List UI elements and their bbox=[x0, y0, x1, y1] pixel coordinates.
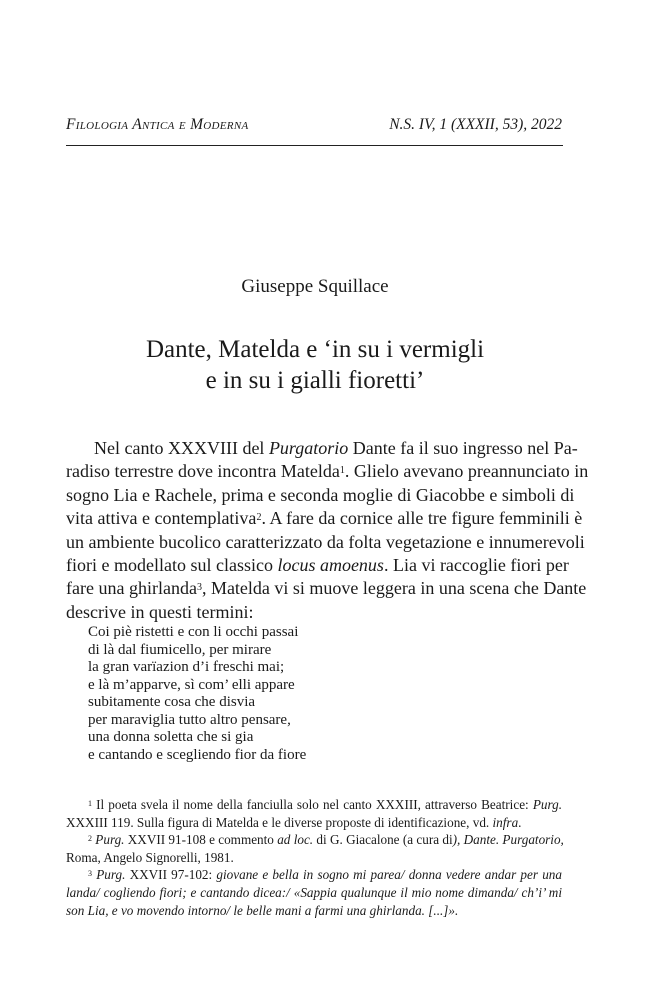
footnote-2: $^2$ Purg. XXVII 91-108 e commento ad loc. di G. Giacalone (a cura di), Dante. Purgatorio, bbox=[88, 832, 564, 848]
body-paragraph bbox=[66, 437, 589, 624]
footnote-3: $^3$ Purg. XXVII 97-102: giovane e bella in sogno mi parea/ donna vedere andar per una bbox=[88, 867, 562, 883]
footnote-1: $^1$ Il poeta svela il nome della fanciulla solo nel canto XXXIII, attraverso Beatrice: Purg. bbox=[88, 797, 563, 812]
verse-quotation bbox=[88, 624, 306, 764]
body-line: fiori e modellato sul classico locus amoenus. Lia vi raccoglie fiori per bbox=[66, 554, 569, 575]
verse-line: Coi piè ristetti e con li occhi passai bbox=[88, 624, 299, 640]
footnote-3-cont: son Lia, e vo movendo intorno/ le belle mani a farmi una ghirlanda. [...]». bbox=[66, 902, 459, 918]
footnotes bbox=[66, 796, 562, 919]
footnote-2-cont: Roma, Angelo Signorelli, 1981. bbox=[66, 849, 234, 865]
body-line: radiso terrestre dove incontra Matelda$^1$. Glielo avevano preannunciato in bbox=[66, 461, 589, 482]
article-author: Giuseppe Squillace bbox=[241, 276, 389, 297]
journal-title: Filologia Antica e Moderna bbox=[66, 116, 249, 133]
body-line: sogno Lia e Rachele, prima e seconda moglie di Giacobbe e simboli di bbox=[66, 484, 575, 505]
body-line: fare una ghirlanda$^3$, Matelda vi si muove leggera in una scena che Dante bbox=[66, 578, 587, 599]
running-head bbox=[66, 116, 562, 136]
body-line: vita attiva e contemplativa$^2$. A fare da cornice alle tre figure femminili è bbox=[66, 508, 583, 529]
header-rule bbox=[66, 145, 563, 146]
footnote-ref-2[interactable]: 2 bbox=[256, 512, 262, 524]
title-line-1: Dante, Matelda e ‘in su i vermigli bbox=[145, 336, 485, 363]
article-title bbox=[0, 334, 630, 396]
footnote-ref-3[interactable]: 3 bbox=[196, 582, 202, 594]
body-line: descrive in questi termini: bbox=[66, 601, 254, 622]
verse-line: per maraviglia tutto altro pensare, bbox=[88, 711, 291, 728]
verse-line: la gran varïazion d’i freschi mai; bbox=[88, 659, 285, 675]
body-line: Nel canto XXXVIII del Purgatorio Dante fa il suo ingresso nel Pa- bbox=[94, 438, 578, 458]
issue-info: N.S. IV, 1 (XXXII, 53), 2022 bbox=[389, 116, 562, 133]
verse-line: di là dal fiumicello, per mirare bbox=[88, 641, 272, 658]
verse-line: una donna soletta che si gia bbox=[88, 729, 254, 745]
body-line: un ambiente bucolico caratterizzato da folta vegetazione e innumerevoli bbox=[66, 531, 585, 552]
title-line-2: e in su i gialli fioretti’ bbox=[205, 367, 425, 394]
verse-line: e là m’apparve, sì com’ elli appare bbox=[88, 676, 295, 693]
footnote-1-cont: XXXIII 119. Sulla figura di Matelda e le diverse proposte di identificazione, vd. infra. bbox=[66, 814, 522, 830]
footnote-ref-1[interactable]: 1 bbox=[339, 465, 345, 477]
verse-line: subitamente cosa che disvia bbox=[88, 694, 256, 710]
verse-line: e cantando e scegliendo fior da fiore bbox=[88, 746, 307, 763]
footnote-3-cont: landa/ cogliendo fiori; e cantando dicea:/ «Sappia qualunque il mio nome dimanda/ ch’i’ mi bbox=[66, 884, 562, 900]
